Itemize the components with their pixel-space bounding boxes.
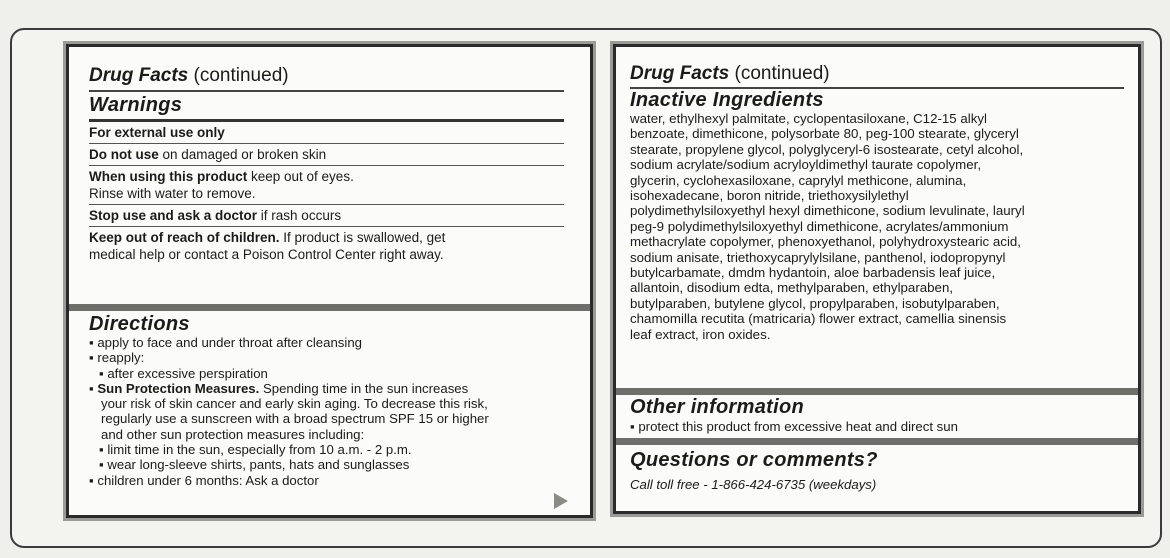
questions-heading: Questions or comments? — [630, 449, 878, 471]
ingredient-line: isohexadecane, boron nitride, triethoxysilylethyl — [630, 188, 909, 204]
direction-bold: Sun Protection Measures. — [97, 380, 260, 396]
ingredient-line: butylparaben, butylene glycol, propylparaben, isobutylparaben, — [630, 295, 1000, 311]
inactive-ingredients-list — [630, 111, 1124, 342]
direction-subitem: ▪ wear long-sleeve shirts, pants, hats and sunglasses — [99, 457, 410, 473]
ingredient-line: sodium anisate, triethoxycaprylylsilane, panthenol, iodopropynyl — [630, 249, 1006, 265]
ingredient-line: methacrylate copolymer, phenoxyethanol, polyhydroxystearic acid, — [630, 234, 1021, 250]
inactive-ingredients-heading: Inactive Ingredients — [630, 89, 824, 111]
direction-text: wear long-sleeve shirts, pants, hats and sunglasses — [107, 457, 410, 473]
direction-text: children under 6 months: Ask a doctor — [97, 472, 319, 488]
warning-bold: Stop use and ask a doctor — [89, 208, 258, 223]
warnings-section — [69, 47, 590, 304]
ingredient-line: water, ethylhexyl palmitate, cyclopentasiloxane, C12-15 alkyl — [630, 111, 987, 126]
directions-heading: Directions — [89, 313, 190, 335]
ingredient-line: peg-9 polydimethylsiloxyethyl dimethicone, acrylates/ammonium — [630, 218, 1009, 234]
ingredient-line: butylcarbamate, dmdm hydantoin, aloe barbadensis leaf juice, — [630, 265, 996, 281]
warning-row — [89, 144, 564, 166]
warning-bold: Keep out of reach of children. — [89, 230, 280, 245]
direction-text: reapply: — [97, 350, 145, 366]
direction-text: your risk of skin cancer and early skin aging. To decrease this risk, — [101, 396, 488, 412]
warning-text: Rinse with water to remove. — [89, 186, 256, 201]
direction-item: ▪ children under 6 months: Ask a doctor — [89, 472, 319, 488]
warning-bold: For external use only — [89, 125, 225, 140]
ingredient-line: polydimethylsiloxyethyl hexyl dimethicone, sodium levulinate, lauryl — [630, 203, 1025, 219]
other-information-text: protect this product from excessive heat and direct sun — [638, 419, 958, 434]
continued-label: (continued) — [188, 65, 289, 86]
warning-bold: When using this product — [89, 169, 248, 184]
ingredient-line: benzoate, dimethicone, polysorbate 80, peg-100 stearate, glyceryl — [630, 126, 1019, 142]
direction-text: regularly use a sunscreen with a broad spectrum SPF 15 or higher — [101, 411, 489, 427]
drug-facts-title: Drug Facts — [89, 65, 189, 86]
drug-facts-header-right — [630, 63, 1124, 89]
direction-text: Spending time in the sun increases — [259, 380, 469, 396]
drug-facts-header-left — [89, 65, 564, 92]
direction-item: ▪ apply to face and under throat after cleansing — [89, 335, 363, 350]
warning-row — [89, 205, 564, 227]
questions-section — [616, 438, 1138, 511]
ingredient-line: sodium acrylate/sodium acryloyldimethyl taurate copolymer, — [630, 157, 982, 173]
warnings-heading: Warnings — [89, 92, 564, 122]
drug-facts-title: Drug Facts — [630, 63, 730, 84]
inactive-ingredients-section — [616, 47, 1138, 388]
ingredient-line: stearate, propylene glycol, polyglyceryl-6 isostearate, cetyl alcohol, — [630, 141, 1024, 157]
other-information-item: ▪ protect this product from excessive heat and direct sun — [630, 419, 958, 434]
warning-bold: Do not use — [89, 147, 159, 162]
direction-text: and other sun protection measures including: — [101, 426, 365, 442]
warning-text: keep out of eyes. — [247, 169, 354, 184]
direction-item: ▪ Sun Protection Measures. Spending time in the sun increases — [89, 380, 469, 396]
warning-text: medical help or contact a Poison Control Center right away. — [89, 247, 444, 262]
direction-text: limit time in the sun, especially from 10 a.m. - 2 p.m. — [107, 442, 412, 458]
ingredient-line: glycerin, cyclohexasiloxane, caprylyl methicone, alumina, — [630, 172, 967, 188]
drug-facts-left-panel — [66, 44, 593, 518]
direction-subitem: ▪ limit time in the sun, especially from 10 a.m. - 2 p.m. — [99, 442, 412, 458]
ingredient-line: allantoin, disodium edta, methylparaben, ethylparaben, — [630, 280, 954, 296]
other-information-heading: Other information — [630, 396, 804, 418]
other-information-section — [616, 388, 1138, 438]
warning-row — [89, 122, 564, 144]
directions-section — [69, 304, 590, 515]
warning-row — [89, 227, 564, 265]
ingredient-line: leaf extract, iron oxides. — [630, 326, 771, 342]
direction-subitem: ▪ after excessive perspiration — [99, 365, 268, 381]
warning-text: If product is swallowed, get — [279, 230, 446, 245]
warning-text: if rash occurs — [257, 208, 342, 223]
direction-text: after excessive perspiration — [107, 365, 268, 381]
warning-text: on damaged or broken skin — [158, 147, 327, 162]
warning-row — [89, 166, 564, 205]
questions-phone-text: Call toll free - 1-866-424-6735 (weekdays) — [630, 477, 877, 492]
direction-item: ▪ reapply: — [89, 350, 145, 366]
continued-label: (continued) — [729, 63, 830, 84]
drug-facts-right-panel — [613, 44, 1141, 514]
ingredient-line: chamomilla recutita (matricaria) flower extract, camellia sinensis — [630, 311, 1007, 327]
direction-text: apply to face and under throat after cleansing — [97, 335, 363, 350]
continue-arrow-icon — [554, 493, 568, 509]
